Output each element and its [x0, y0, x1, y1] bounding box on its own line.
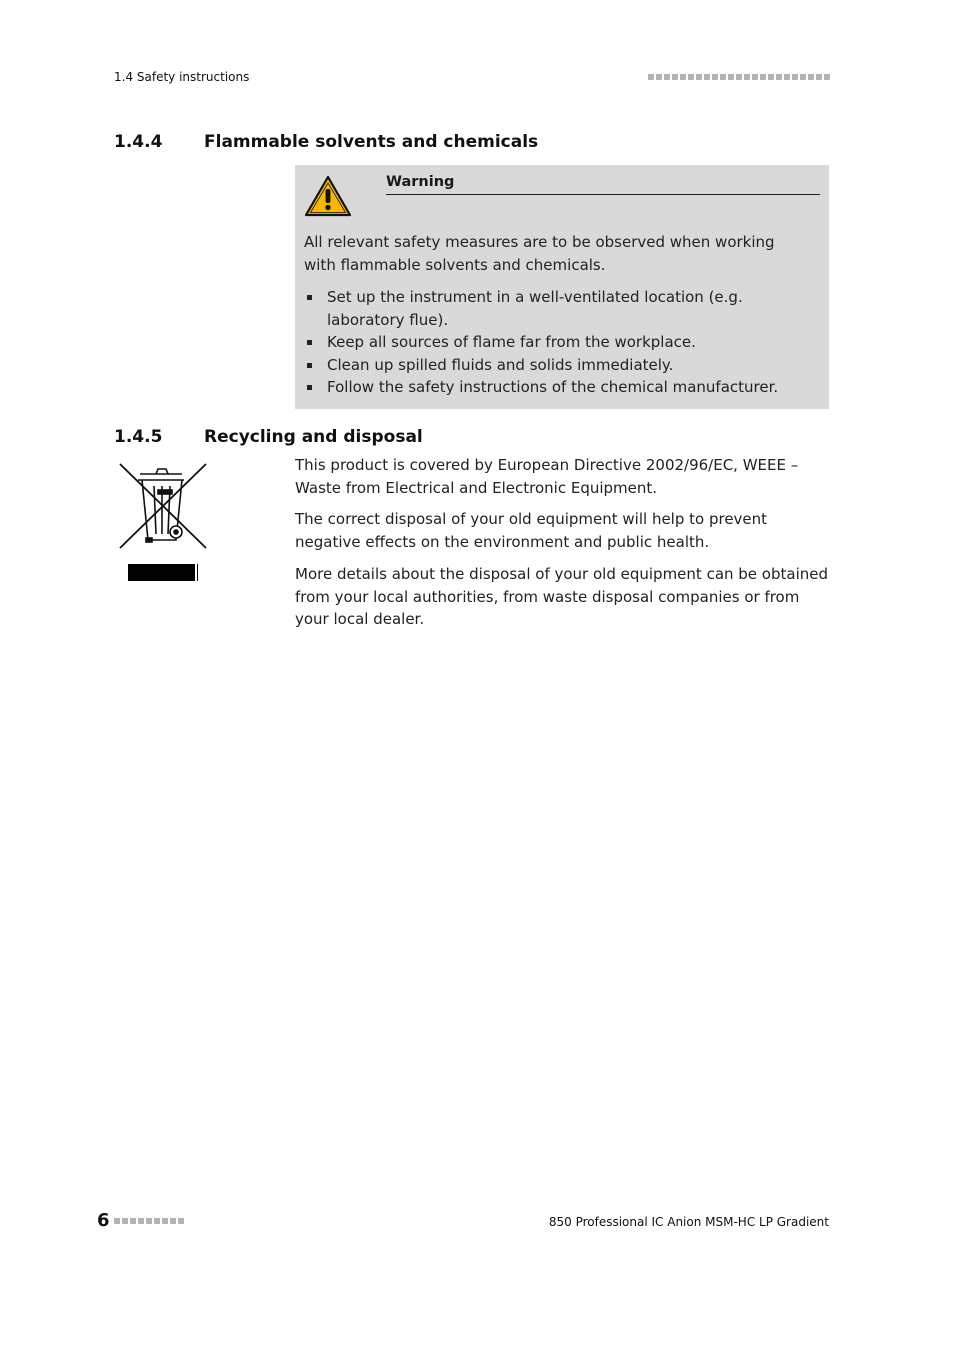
- list-item: Keep all sources of flame far from the workplace.: [304, 331, 814, 354]
- dot: [704, 74, 710, 80]
- warning-triangle-icon: [304, 175, 352, 217]
- dot: [680, 74, 686, 80]
- dot: [162, 1218, 168, 1224]
- dot: [768, 74, 774, 80]
- dot: [672, 74, 678, 80]
- dot: [688, 74, 694, 80]
- document-title: 850 Professional IC Anion MSM-HC LP Gradient: [548, 1215, 829, 1229]
- dot: [736, 74, 742, 80]
- dot: [816, 74, 822, 80]
- running-header: 1.4 Safety instructions: [114, 70, 250, 84]
- dot: [760, 74, 766, 80]
- dot: [170, 1218, 176, 1224]
- dot: [728, 74, 734, 80]
- header-dot-rule: [648, 74, 830, 80]
- warning-text: All relevant safety measures are to be observed when working with flammable solvents and chemicals.: [304, 233, 775, 274]
- dot: [792, 74, 798, 80]
- list-item: Follow the safety instructions of the chemical manufacturer.: [304, 376, 814, 399]
- crossed-out-wheelie-bin-icon: [118, 460, 208, 585]
- dot: [154, 1218, 160, 1224]
- dot: [712, 74, 718, 80]
- paragraph: The correct disposal of your old equipment will help to prevent negative effects on the environment and public health.: [295, 510, 768, 551]
- section-number: 1.4.4: [114, 132, 163, 152]
- paragraph: More details about the disposal of your old equipment can be obtained from your local authorities, from waste disposal companies or from your local dealer.: [295, 565, 828, 628]
- section-title: Flammable solvents and chemicals: [204, 132, 539, 152]
- section-title: Recycling and disposal: [204, 427, 423, 447]
- warning-box: [295, 165, 829, 409]
- page-number: 6: [97, 1210, 110, 1231]
- section-heading-1-4-5: [114, 427, 714, 451]
- dot: [752, 74, 758, 80]
- list-item: Clean up spilled fluids and solids immediately.: [304, 354, 814, 377]
- dot: [696, 74, 702, 80]
- dot: [664, 74, 670, 80]
- section-heading-1-4-4: [114, 132, 714, 156]
- dot: [138, 1218, 144, 1224]
- dot: [178, 1218, 184, 1224]
- dot: [744, 74, 750, 80]
- dot: [824, 74, 830, 80]
- warning-title: Warning: [386, 174, 820, 195]
- footer-dot-rule: [114, 1218, 184, 1224]
- dot: [784, 74, 790, 80]
- dot: [648, 74, 654, 80]
- paragraph: This product is covered by European Directive 2002/96/EC, WEEE – Waste from Electrical and Electronic Equipment.: [295, 456, 799, 497]
- dot: [146, 1218, 152, 1224]
- warning-list: [304, 286, 814, 399]
- dot: [114, 1218, 120, 1224]
- dot: [122, 1218, 128, 1224]
- dot: [720, 74, 726, 80]
- section-number: 1.4.5: [114, 427, 163, 447]
- dot: [808, 74, 814, 80]
- dot: [776, 74, 782, 80]
- dot: [130, 1218, 136, 1224]
- dot: [656, 74, 662, 80]
- list-item: Set up the instrument in a well-ventilated location (e.g. laboratory flue).: [304, 286, 814, 331]
- dot: [800, 74, 806, 80]
